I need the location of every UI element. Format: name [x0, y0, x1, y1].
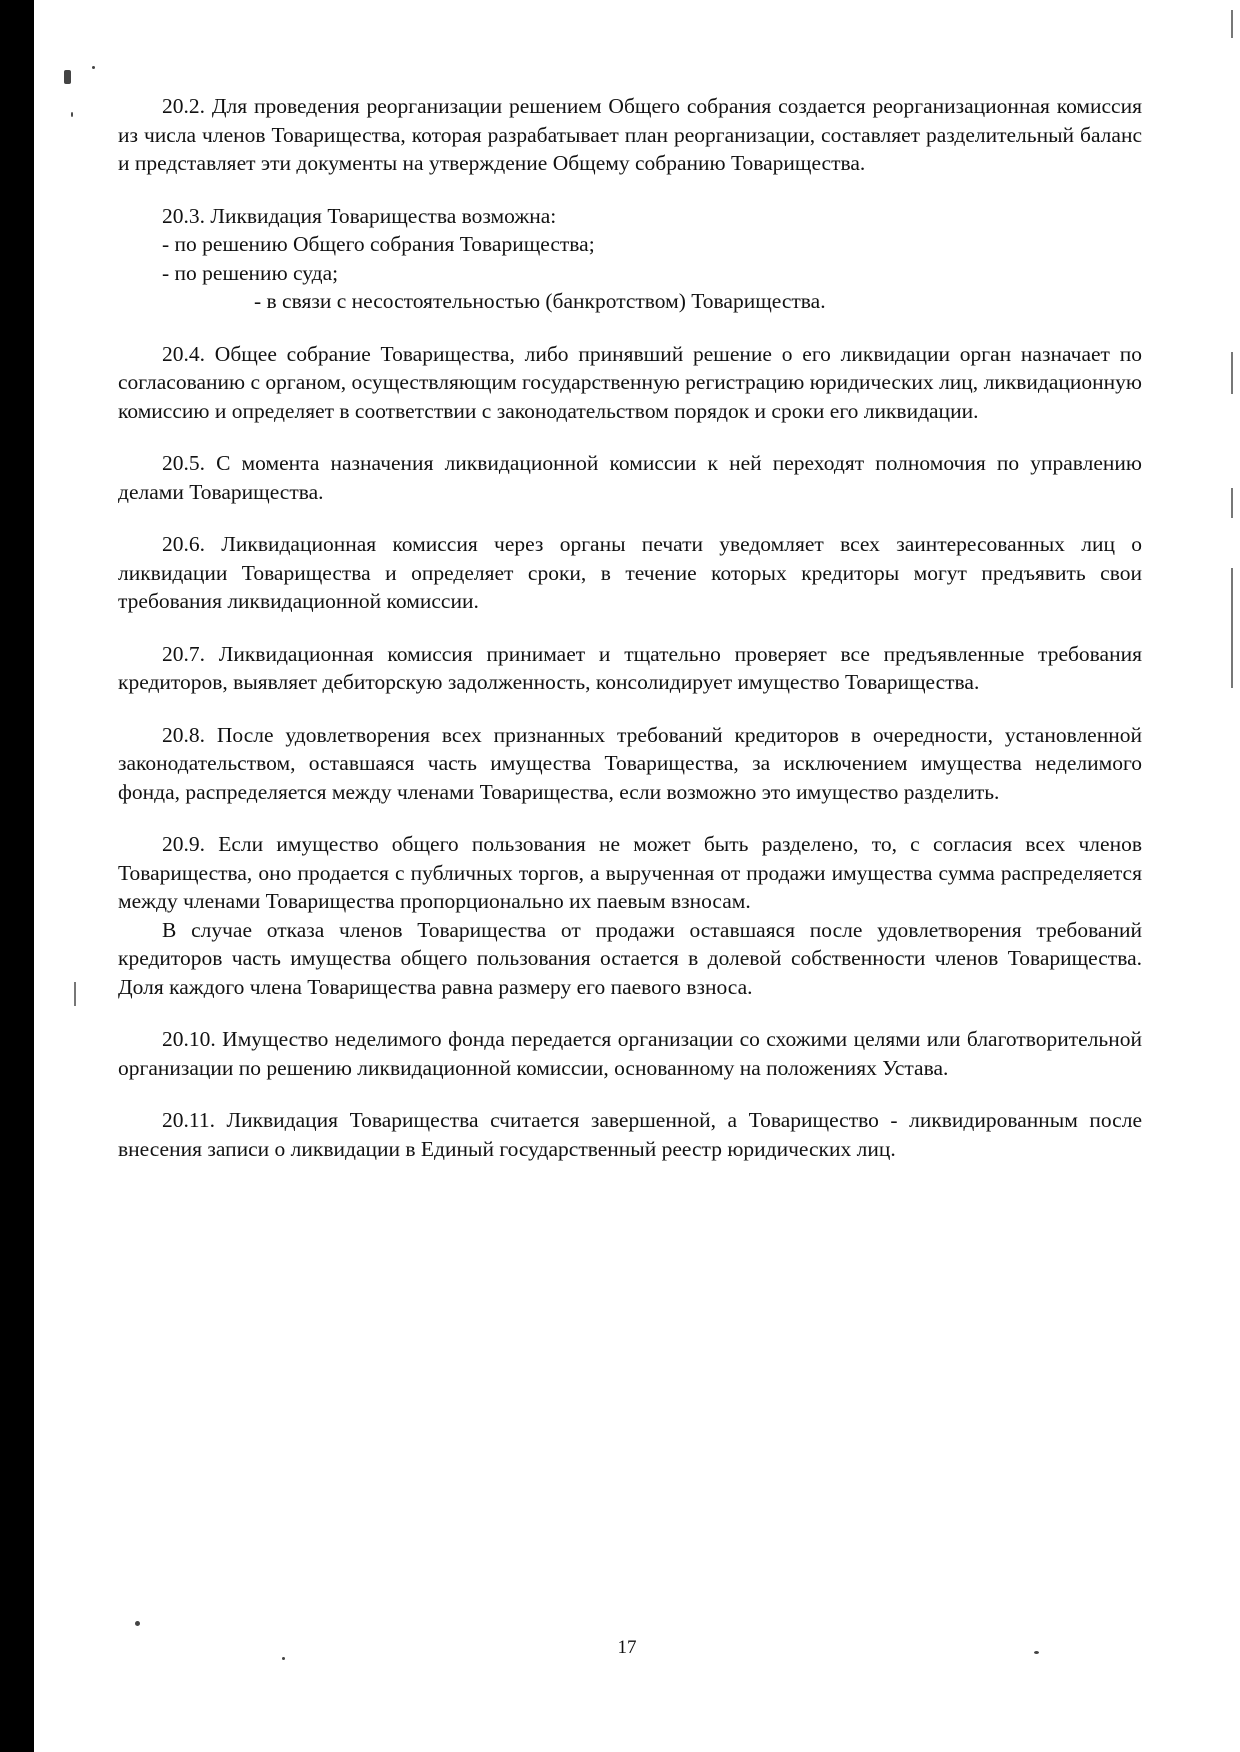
scan-speck: [92, 66, 95, 69]
scan-speck: [64, 70, 71, 84]
page-number: 17: [617, 1637, 637, 1658]
scan-margin-mark: [1231, 10, 1233, 38]
list-item: - по решению Общего собрания Товарищества;: [162, 232, 595, 256]
scan-speck: [71, 112, 73, 117]
list-item: - по решению суда;: [162, 260, 339, 285]
paragraph-20-7: 20.7. Ликвидационная комиссия принимает и тщательно проверяет все предъявленные требования кредиторов, выявляет дебиторскую задолженность, консолидирует имущество Товарищества.: [118, 641, 1142, 694]
scan-margin-mark: [74, 982, 76, 1006]
paragraph-20-10: 20.10. Имущество неделимого фонда передается организации со схожими целями или благотворительной организации по решению ликвидационной комиссии, основанному на положениях Устава.: [118, 1027, 1142, 1080]
scan-margin-mark: [1231, 488, 1233, 518]
paragraph-20-4: 20.4. Общее собрание Товарищества, либо принявший решение о его ликвидации орган назначает по согласованию с органом, осуществляющим государственную регистрацию юридических лиц, ликвидационную комиссию и определяет в соответствии с законодательством порядок и сроки его ликвидации.: [118, 341, 1142, 423]
scan-black-edge: [0, 0, 34, 1752]
paragraph-20-5: 20.5. С момента назначения ликвидационной комиссии к ней переходят полномочия по управлению делами Товарищества.: [118, 451, 1142, 504]
scan-margin-mark: [1231, 568, 1233, 688]
paragraph-20-3-intro: 20.3. Ликвидация Товарищества возможна:: [162, 203, 557, 228]
paragraph-20-6: 20.6. Ликвидационная комиссия через органы печати уведомляет всех заинтересованных лиц о ликвидации Товарищества и определяет сроки, в течение которых кредиторы могут предъявить свои требования ликвидационной комиссии.: [118, 532, 1142, 613]
scan-margin-mark: [1231, 352, 1233, 394]
paragraph-20-2: 20.2. Для проведения реорганизации решением Общего собрания создается реорганизационная комиссия из числа членов Товарищества, которая разрабатывает план реорганизации, составляет разделительный баланс и представляет эти документы на утверждение Общему собранию Товарищества.: [118, 94, 1142, 175]
document-body: [118, 92, 1142, 1187]
paragraph-20-9-continued: В случае отказа членов Товарищества от продажи оставшаяся после удовлетворения требований кредиторов часть имущества общего пользования остается в долевой собственности членов Товарищества. Доля каждого члена Товарищества равна размеру его паевого взноса.: [118, 917, 1142, 999]
liquidation-grounds-list: [118, 202, 1142, 316]
scan-speck: [135, 1621, 140, 1626]
list-item: - в связи с несостоятельностью (банкротством) Товарищества.: [254, 289, 826, 313]
paragraph-20-9: 20.9. Если имущество общего пользования не может быть разделено, то, с согласия всех членов Товарищества, оно продается с публичных торгов, а вырученная от продажи имущества сумма распределяется между членами Товарищества пропорционально их паевым взносам.: [118, 832, 1142, 913]
paragraph-20-11: 20.11. Ликвидация Товарищества считается завершенной, а Товарищество - ликвидированным после внесения записи о ликвидации в Единый государственный реестр юридических лиц.: [118, 1108, 1142, 1161]
paragraph-20-8: 20.8. После удовлетворения всех признанных требований кредиторов в очередности, установленной законодательством, оставшаяся часть имущества Товарищества, за исключением имущества неделимого фонда, распределяется между членами Товарищества, если возможно это имущество разделить.: [118, 722, 1142, 804]
